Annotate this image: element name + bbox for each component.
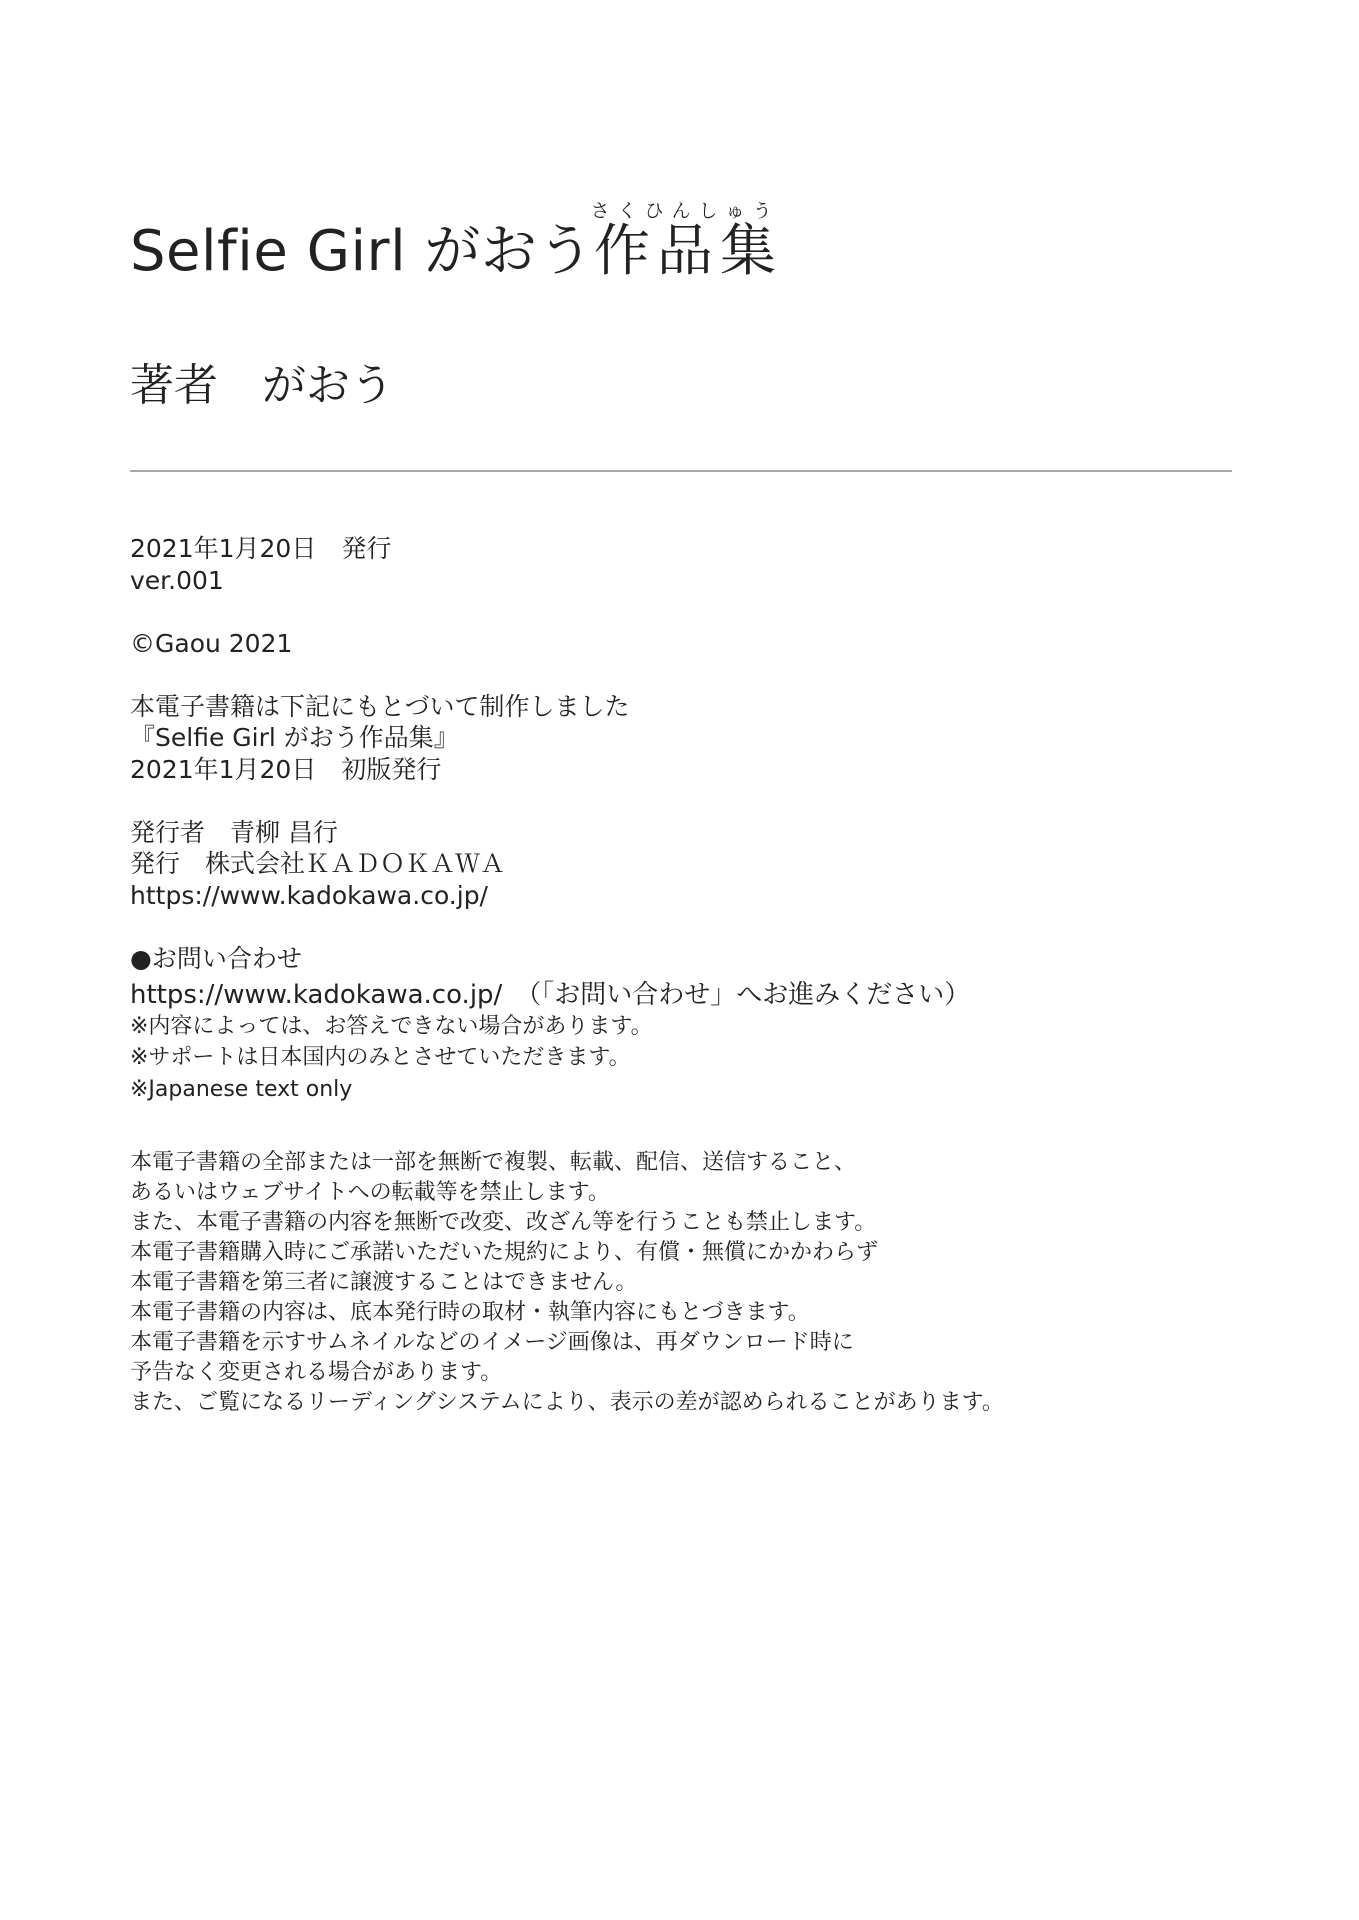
contact-note-3: ※Japanese text only: [130, 1076, 353, 1102]
book-title-ruby-base: 作品集: [590, 219, 780, 284]
notice-line: 本電子書籍の内容は、底本発行時の取材・執筆内容にもとづきます。: [130, 1300, 810, 1325]
notice-line: 本電子書籍を示すサムネイルなどのイメージ画像は、再ダウンロード時に: [130, 1330, 854, 1355]
book-title-text: Selfie Girl がおう: [130, 219, 594, 284]
notice-line: また、本電子書籍の内容を無断で改変、改ざん等を行うことも禁止します。: [130, 1210, 877, 1235]
author-label: 著者: [130, 360, 218, 411]
book-title-furigana: さくひんしゅう: [590, 200, 780, 222]
contact-note-2: ※サポートは日本国内のみとさせていただきます。: [130, 1045, 631, 1070]
book-title-ruby: [590, 200, 780, 284]
colophon-details: [130, 533, 970, 1106]
version: ver.001: [130, 565, 224, 595]
copyright: ©Gaou 2021: [130, 628, 293, 658]
notice-line: 本電子書籍購入時にご承諾いただいた規約により、有償・無償にかかわらず: [130, 1240, 879, 1265]
publisher-person: 発行者 青柳 昌行: [130, 817, 338, 847]
divider: [130, 470, 1232, 472]
source-date: 2021年1月20日 初版発行: [130, 754, 442, 784]
contact-url-line: https://www.kadokawa.co.jp/ （「お問い合わせ」へお進みください）: [130, 980, 971, 1010]
notice-line: また、ご覧になるリーディングシステムにより、表示の差が認められることがあります。: [130, 1390, 1004, 1415]
publisher-url: https://www.kadokawa.co.jp/: [130, 880, 488, 910]
contact-note-1: ※内容によっては、お答えできない場合があります。: [130, 1013, 653, 1039]
notice-line: 予告なく変更される場合があります。: [130, 1360, 503, 1385]
publisher-company: 発行 株式会社ＫＡＤＯＫＡＷＡ: [130, 849, 506, 878]
issue-date: 2021年1月20日 発行: [130, 534, 392, 563]
book-title: [130, 200, 780, 294]
source-title: 『Selfie Girl がおう作品集』: [130, 723, 459, 752]
source-intro: 本電子書籍は下記にもとづいて制作しました: [130, 691, 630, 721]
notice-line: 本電子書籍の全部または一部を無断で複製、転載、配信、送信すること、: [130, 1150, 857, 1175]
author-name: がおう: [262, 360, 394, 411]
contact-heading: ●お問い合わせ: [130, 943, 302, 973]
author-line: [130, 356, 394, 416]
notice-line: 本電子書籍を第三者に譲渡することはできません。: [130, 1270, 638, 1295]
legal-notices: [130, 1148, 1004, 1418]
title-block: [130, 200, 780, 294]
notice-line: あるいはウェブサイトへの転載等を禁止します。: [130, 1180, 610, 1205]
